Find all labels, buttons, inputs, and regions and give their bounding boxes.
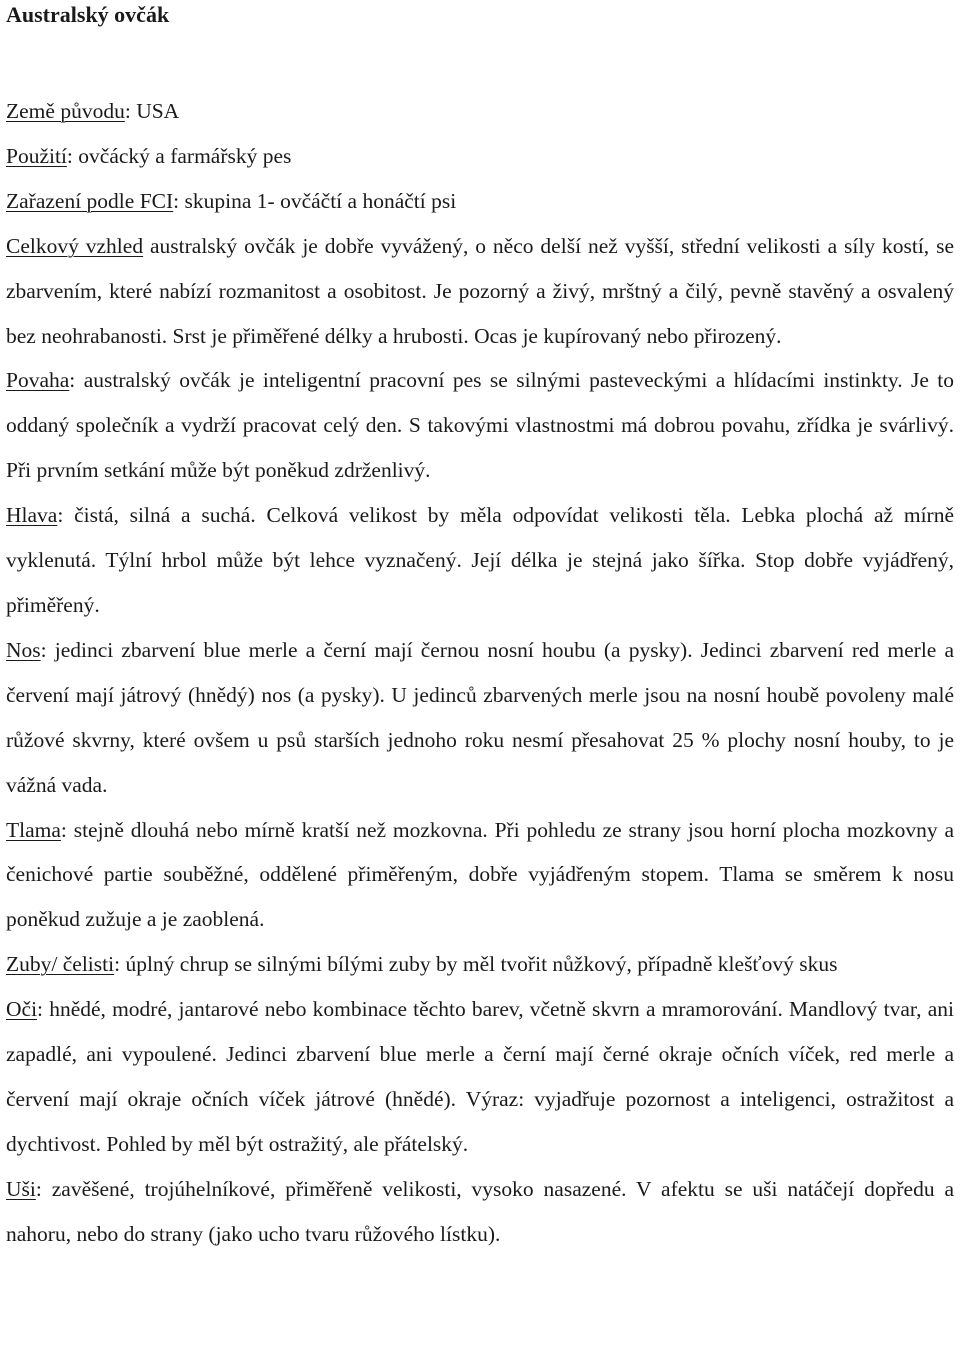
section-label: Nos <box>6 637 41 662</box>
label-separator: : <box>69 368 84 393</box>
label-separator: : <box>37 997 50 1022</box>
section-label: Oči <box>6 997 38 1022</box>
label-separator: : <box>60 817 74 842</box>
section-text: USA <box>136 99 180 123</box>
section-text: ovčácký a farmářský pes <box>78 143 292 168</box>
label-separator: : <box>124 99 137 123</box>
section-eyes <box>6 987 954 1167</box>
section-text: australský ovčák je inteligentní pracovní pes se silnými pasteveckými a hlídacími instinkty. Je to oddaný společník a vydrží pracovat celý den. S takovými vlastnostmi má dobrou povahu, zřídka je svárlivý. Při prvním setkání může být poněkud zdrženlivý. <box>6 368 955 483</box>
section-label: Celkový vzhled <box>6 233 144 258</box>
section-text: jedinci zbarvení blue merle a černí mají černou nosní houbu (a pysky). Jedinci zbarvení red merle a červení mají játrový (hnědý) nos (a pysky). U jedinců zbarvených merle jsou na nosní houbě povoleny malé růžové skvrny, které ovšem u psů starších jednoho roku nesmí přesahovat 25 % plochy nosní houby, to je vážná vada. <box>6 637 954 797</box>
section-nose <box>6 628 954 808</box>
section-fci-classification <box>6 179 954 224</box>
label-separator: : <box>57 503 75 528</box>
section-label: Zařazení podle FCI <box>6 188 174 213</box>
section-head <box>6 493 954 628</box>
section-text: úplný chrup se silnými bílými zuby by měl tvořit nůžkový, případně klešťový skus <box>125 952 838 977</box>
section-label: Použití <box>6 143 67 168</box>
label-separator: : <box>173 188 185 213</box>
section-label: Povaha <box>6 368 70 393</box>
section-label: Zuby/ čelisti <box>6 952 115 977</box>
section-text: skupina 1- ovčáčtí a honáčtí psi <box>184 188 457 213</box>
label-separator: : <box>40 637 55 662</box>
section-text: stejně dlouhá nebo mírně kratší než mozkovna. Při pohledu ze strany jsou horní plocha mozkovny a čenichové partie souběžné, oddělené přiměřeným, dobře vyjádřeným stopem. Tlama se směrem k nosu poněkud zužuje a je zaoblená. <box>6 817 954 932</box>
section-label: Země původu <box>6 99 125 123</box>
section-label: Uši <box>6 1176 36 1201</box>
section-general-appearance <box>6 224 954 359</box>
section-text: čistá, silná a suchá. Celková velikost by měla odpovídat velikosti těla. Lebka plochá až mírně vyklenutá. Týlní hrbol může být lehce vyznačený. Její délka je stejná jako šířka. Stop dobře vyjádřený, přiměřený. <box>6 503 954 617</box>
section-muzzle <box>6 808 954 943</box>
section-text: australský ovčák je dobře vyvážený, o něco delší než vyšší, střední velikosti a síly kostí, se zbarvením, které nabízí rozmanitost a osobitost. Je pozorný a živý, mrštný a čilý, pevně stavěný a osvalený bez neohrabanosti. Srst je přiměřené délky a hrubosti. Ocas je kupírovaný nebo přirozený. <box>6 233 955 348</box>
label-separator: : <box>114 952 126 977</box>
section-text: zavěšené, trojúhelníkové, přiměřeně velikosti, vysoko nasazené. V afektu se uši natáčejí dopředu a nahoru, nebo do strany (jako ucho tvaru růžového lístku). <box>6 1176 954 1246</box>
section-teeth-jaws <box>6 942 954 987</box>
section-origin <box>6 89 954 134</box>
document-page <box>6 0 954 1257</box>
section-temperament <box>6 358 954 493</box>
section-label: Tlama <box>6 817 61 842</box>
label-separator: : <box>66 143 79 168</box>
document-title: Australský ovčák <box>6 2 170 27</box>
section-usage <box>6 134 954 179</box>
section-text: hnědé, modré, jantarové nebo kombinace těchto barev, včetně skvrn a mramorování. Mandlový tvar, ani zapadlé, ani vypoulené. Jedinci zbarvení blue merle a černí mají černé okraje očních víček, red merle a červení mají okraje očních víček játrové (hnědé). Výraz: vyjadřuje pozornost a inteligenci, ostražitost a dychtivost. Pohled by měl být ostražitý, ale přátelský. <box>6 997 954 1156</box>
title-spacer <box>6 29 954 89</box>
section-ears <box>6 1167 954 1257</box>
section-label: Hlava <box>6 503 58 528</box>
label-separator <box>143 234 150 258</box>
label-separator: : <box>35 1176 52 1201</box>
